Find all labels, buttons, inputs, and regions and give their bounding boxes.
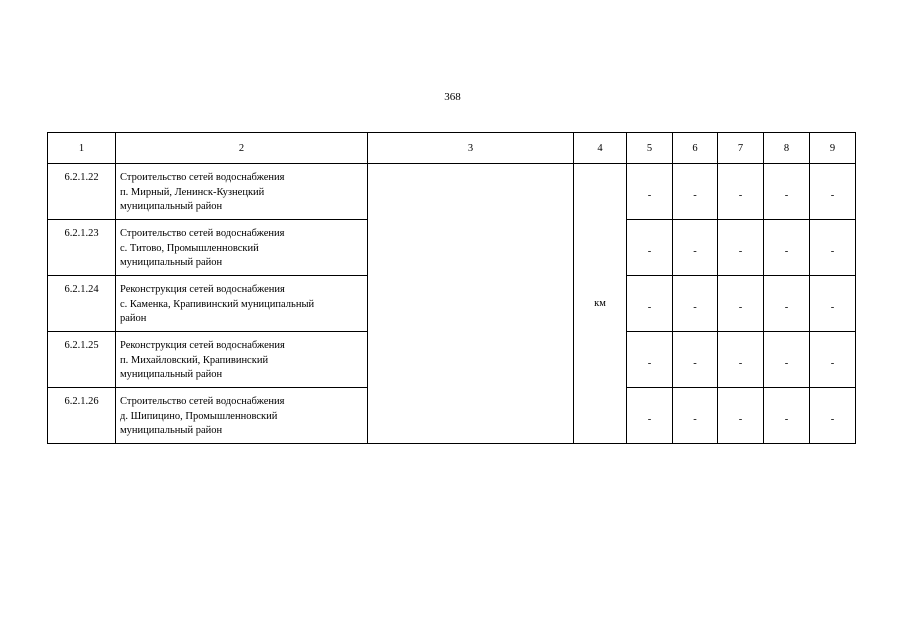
value-cell: -: [810, 276, 856, 332]
value-cell: -: [627, 332, 673, 388]
header-cell: 8: [764, 133, 810, 164]
item-name: [116, 220, 368, 276]
value-cell: -: [627, 164, 673, 220]
item-name: [116, 332, 368, 388]
value-cell: -: [673, 388, 718, 444]
value-cell: -: [810, 388, 856, 444]
value-cell: -: [718, 332, 764, 388]
column-3-merged-cell: [368, 164, 574, 444]
header-cell: 2: [116, 133, 368, 164]
item-name-line: муниципальный район: [120, 425, 223, 436]
value-cell: -: [810, 164, 856, 220]
item-code: 6.2.1.26: [48, 388, 116, 444]
value-cell: -: [764, 276, 810, 332]
item-code: 6.2.1.25: [48, 332, 116, 388]
header-cell: 5: [627, 133, 673, 164]
value-cell: -: [673, 276, 718, 332]
item-name-line: д. Шипицино, Промышленновский: [120, 410, 278, 422]
page-number: 368: [444, 91, 461, 103]
item-name-line: Строительство сетей водоснабжения: [120, 172, 285, 183]
value-cell: -: [718, 388, 764, 444]
item-name-line: Строительство сетей водоснабжения: [120, 228, 285, 239]
value-cell: -: [673, 220, 718, 276]
item-name-line: Реконструкция сетей водоснабжения: [120, 284, 285, 295]
value-cell: -: [718, 220, 764, 276]
item-name: [116, 164, 368, 220]
value-cell: -: [718, 164, 764, 220]
value-cell: -: [810, 220, 856, 276]
item-name-line: Строительство сетей водоснабжения: [120, 396, 285, 407]
item-name-line: район: [120, 313, 147, 324]
item-name: [116, 276, 368, 332]
item-name-line: муниципальный район: [120, 201, 223, 212]
value-cell: -: [673, 164, 718, 220]
header-cell: 1: [48, 133, 116, 164]
value-cell: -: [673, 332, 718, 388]
item-name-line: п. Михайловский, Крапивинский: [120, 354, 269, 366]
unit-cell: км: [574, 164, 627, 444]
value-cell: -: [718, 276, 764, 332]
header-cell: 3: [368, 133, 574, 164]
value-cell: -: [627, 388, 673, 444]
value-cell: -: [627, 220, 673, 276]
value-cell: -: [764, 388, 810, 444]
item-code: 6.2.1.24: [48, 276, 116, 332]
item-code: 6.2.1.23: [48, 220, 116, 276]
value-cell: -: [764, 220, 810, 276]
item-name-line: п. Мирный, Ленинск-Кузнецкий: [120, 186, 265, 198]
table-header-row: [48, 133, 856, 164]
item-name-line: муниципальный район: [120, 369, 223, 380]
header-cell: 9: [810, 133, 856, 164]
item-name-line: с. Каменка, Крапивинский муниципальный: [120, 298, 315, 310]
value-cell: -: [810, 332, 856, 388]
table-row: [48, 164, 856, 220]
value-cell: -: [764, 164, 810, 220]
value-cell: -: [627, 276, 673, 332]
item-name-line: Реконструкция сетей водоснабжения: [120, 340, 285, 351]
header-cell: 7: [718, 133, 764, 164]
header-cell: 6: [673, 133, 718, 164]
item-name: [116, 388, 368, 444]
data-table: [47, 132, 856, 444]
item-code: 6.2.1.22: [48, 164, 116, 220]
header-cell: 4: [574, 133, 627, 164]
item-name-line: муниципальный район: [120, 257, 223, 268]
value-cell: -: [764, 332, 810, 388]
item-name-line: с. Титово, Промышленновский: [120, 242, 259, 254]
